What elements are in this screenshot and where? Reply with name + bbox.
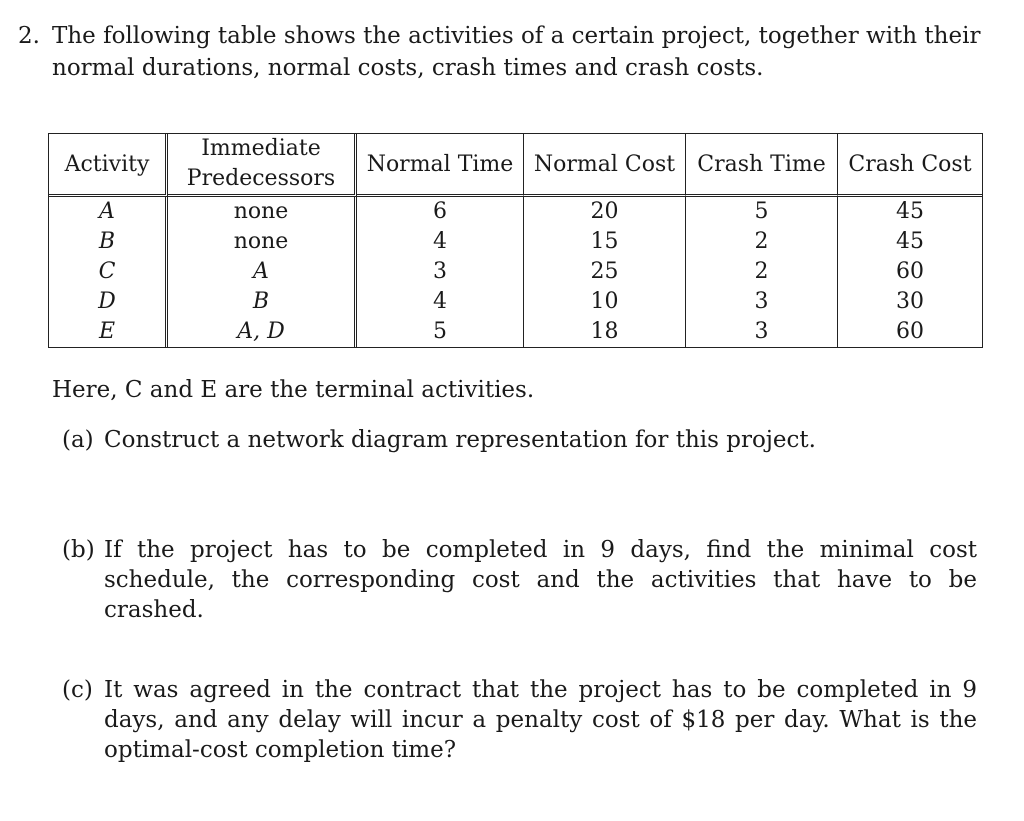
- cell-crash-cost: 60: [896, 259, 924, 284]
- activity-table: [48, 133, 983, 348]
- part-b-text: If the project has to be completed in 9 days, find the minimal cost schedule, the corresponding cost and the activities that have to be crashed.: [104, 537, 977, 623]
- table-row: [49, 257, 982, 287]
- cell-normal-cost: 25: [524, 257, 686, 287]
- table-row: [49, 317, 982, 347]
- cell-normal-time: 4: [357, 287, 524, 317]
- part-a-text: Construct a network diagram representation for this project.: [104, 427, 816, 453]
- part-c-text: It was agreed in the contract that the project has to be completed in 9 days, and any delay will incur a penalty cost of $18 per day. What is the optimal-cost completion time?: [104, 677, 977, 763]
- cell-crash-cost: 60: [896, 319, 924, 344]
- header-crash-time: Crash Time: [686, 134, 838, 197]
- cell-normal-cost: 20: [524, 197, 686, 227]
- cell-crash-cost: 45: [896, 229, 924, 254]
- part-b-label: (b): [62, 537, 95, 563]
- cell-normal-cost: 10: [524, 287, 686, 317]
- part-c-label: (c): [62, 677, 93, 703]
- cell-predecessors: A, D: [168, 317, 357, 347]
- cell-crash-time: 3: [686, 287, 838, 317]
- header-normal-time: Normal Time: [357, 134, 524, 197]
- cell-normal-time: 6: [357, 197, 524, 227]
- header-predecessors-line2: Predecessors: [186, 166, 336, 191]
- cell-normal-time: 4: [357, 227, 524, 257]
- question-part-b: [62, 535, 977, 625]
- cell-activity: E: [49, 317, 168, 347]
- cell-crash-time: 5: [686, 197, 838, 227]
- terminal-activities-note: Here, C and E are the terminal activities.: [52, 377, 535, 403]
- cell-activity: B: [49, 227, 168, 257]
- header-activity: Activity: [49, 134, 168, 197]
- cell-crash-cost: 30: [896, 289, 924, 314]
- cell-predecessors: B: [168, 287, 357, 317]
- cell-normal-time: 3: [357, 257, 524, 287]
- cell-predecessors: A: [168, 257, 357, 287]
- header-normal-cost: Normal Cost: [524, 134, 686, 197]
- cell-crash-time: 3: [686, 317, 838, 347]
- cell-predecessors: none: [168, 197, 357, 227]
- problem-intro: The following table shows the activities of a certain project, together with their normal durations, normal costs, crash times and crash costs.: [52, 23, 981, 81]
- table-row: [49, 287, 982, 317]
- header-crash-cost: Crash Cost: [838, 134, 982, 197]
- question-part-c: [62, 675, 977, 765]
- table-header-row: [49, 134, 982, 197]
- question-part-a: [62, 425, 977, 455]
- activity-table-wrapper: [48, 133, 983, 348]
- cell-activity: A: [49, 197, 168, 227]
- table-row: [49, 227, 982, 257]
- cell-predecessors: none: [168, 227, 357, 257]
- cell-normal-cost: 18: [524, 317, 686, 347]
- problem-number: 2.: [18, 23, 40, 49]
- cell-activity: D: [49, 287, 168, 317]
- part-a-label: (a): [62, 427, 94, 453]
- cell-normal-time: 5: [357, 317, 524, 347]
- header-predecessors-line1: Immediate: [201, 136, 321, 161]
- cell-normal-cost: 15: [524, 227, 686, 257]
- cell-crash-time: 2: [686, 257, 838, 287]
- cell-crash-time: 2: [686, 227, 838, 257]
- header-predecessors: [168, 134, 357, 197]
- table-row: [49, 197, 982, 227]
- cell-crash-cost: 45: [896, 199, 924, 224]
- cell-activity: C: [49, 257, 168, 287]
